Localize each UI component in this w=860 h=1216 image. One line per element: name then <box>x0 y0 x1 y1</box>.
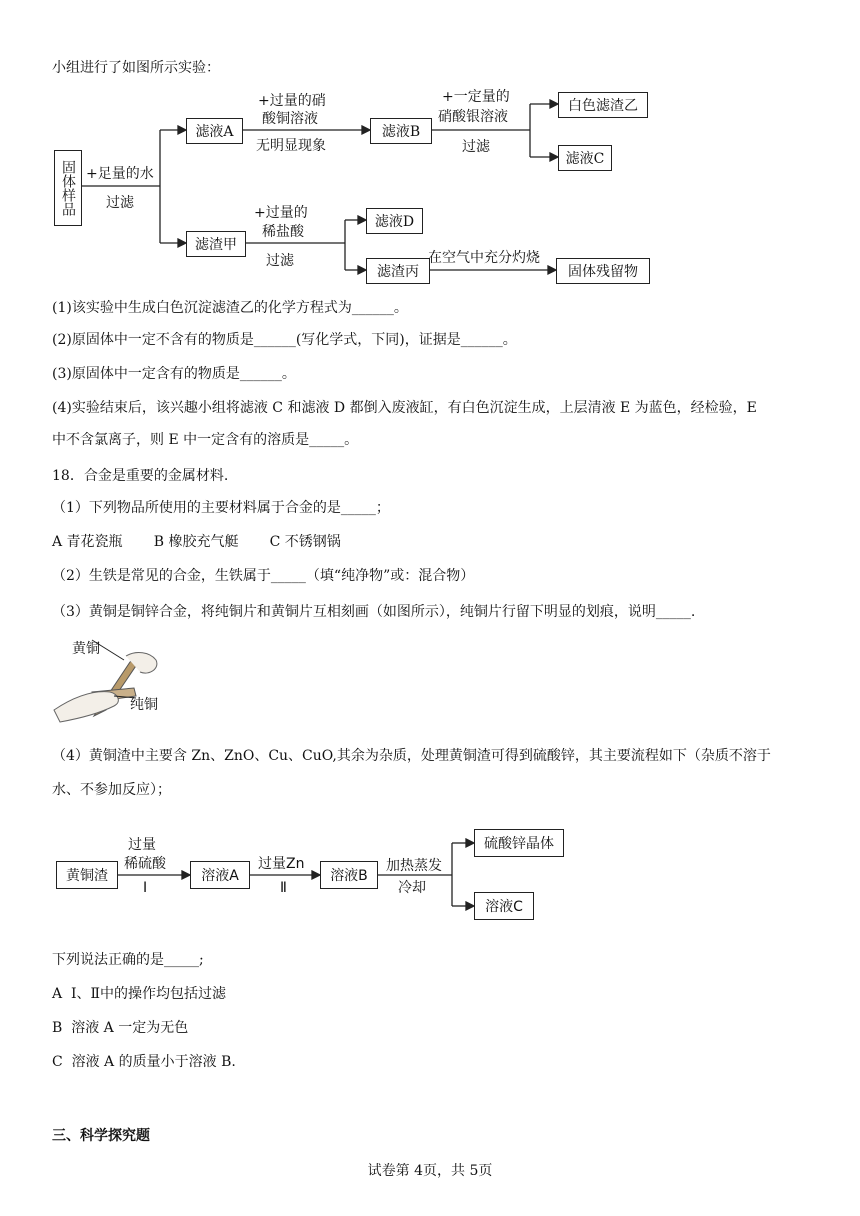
q18-title: 18．合金是重要的金属材料. <box>52 468 229 484</box>
flow-solution-a-box: 溶液A <box>190 861 250 889</box>
intro-text: 小组进行了如图所示实验： <box>52 60 220 76</box>
q18-part2: （2）生铁是常见的合金，生铁属于_____（填“纯净物”或：混合物） <box>52 568 475 584</box>
white-residue-box: 白色滤渣乙 <box>558 92 648 118</box>
filter2-label: 过滤 <box>462 139 490 155</box>
q17-part2: (2)原固体中一定不含有的物质是______(写化学式，下同)，证据是______。 <box>52 332 517 348</box>
filter1-label: 过滤 <box>106 195 134 211</box>
burn-label: 在空气中充分灼烧 <box>428 250 540 266</box>
reagent3-line1: +过量的 <box>254 205 308 221</box>
reagent1-line1: +过量的硝 <box>258 93 326 109</box>
q17-part4-line2: 中不含氯离子，则 E 中一定含有的溶质是_____。 <box>52 432 359 448</box>
solid-residue-box: 固体残留物 <box>556 258 650 284</box>
q18-part4-line2: 水、不参加反应）； <box>52 782 171 798</box>
reagent3-line2: 稀盐酸 <box>262 224 304 240</box>
q18-option-a: A Ⅰ、Ⅱ中的操作均包括过滤 <box>52 986 227 1002</box>
flow-start-box: 黄铜渣 <box>56 861 118 889</box>
flow-step2-num: Ⅱ <box>280 880 287 896</box>
section-3-title: 三、科学探究题 <box>52 1128 150 1144</box>
q17-part4-line1: (4)实验结束后，该兴趣小组将滤液 C 和滤液 D 都倒入废液缸，有白色沉淀生成，上层清液 E 为蓝色，经检验，E <box>52 400 757 416</box>
q18-option-b: B 溶液 A 一定为无色 <box>52 1020 189 1036</box>
filtrate-a-box: 滤液A <box>186 118 243 144</box>
q18-part5: 下列说法正确的是_____; <box>52 952 204 968</box>
q18-part1: （1）下列物品所使用的主要材料属于合金的是_____； <box>52 500 390 516</box>
flow-step3-line2: 冷却 <box>398 880 426 896</box>
flow-step3-line1: 加热蒸发 <box>386 858 442 874</box>
flow-solution-c-box: 溶液C <box>474 892 534 920</box>
label-pure-copper: 纯铜 <box>130 697 158 713</box>
flow-step1-line2: 稀硫酸 <box>124 856 166 872</box>
q17-part3: (3)原固体中一定含有的物质是______。 <box>52 366 296 382</box>
filtrate-b-box: 滤液B <box>370 118 432 144</box>
flow-step1-line1: 过量 <box>128 837 156 853</box>
q18-option-c: C 溶液 A 的质量小于溶液 B. <box>52 1054 236 1070</box>
filtrate-c-box: 滤液C <box>558 145 612 171</box>
no-change-label: 无明显现象 <box>256 138 326 154</box>
flow-step1-num: Ⅰ <box>143 880 148 896</box>
filter3-label: 过滤 <box>266 253 294 269</box>
reagent2-line1: +一定量的 <box>442 89 510 105</box>
reagent2-line2: 硝酸银溶液 <box>438 109 508 125</box>
q18-options1: A 青花瓷瓶 B 橡胶充气艇 C 不锈钢锅 <box>52 534 341 550</box>
flow-solution-b-box: 溶液B <box>320 861 378 889</box>
residue-jia-box: 滤渣甲 <box>186 231 246 257</box>
label-brass: 黄铜 <box>72 641 100 657</box>
solid-sample-box: 固体样品 <box>54 150 82 226</box>
flow-step2-label: 过量Zn <box>258 856 305 872</box>
add-water-label: +足量的水 <box>86 166 154 182</box>
q18-part4-line1: （4）黄铜渣中主要含 Zn、ZnO、Cu、CuO,其余为杂质，处理黄铜渣可得到硫酸锌，其主要流程如下（杂质不溶于 <box>52 748 771 764</box>
flow-crystal-box: 硫酸锌晶体 <box>474 829 564 857</box>
page-footer: 试卷第 4页，共 5页 <box>367 1163 493 1179</box>
q17-part1: (1)该实验中生成白色沉淀滤渣乙的化学方程式为______。 <box>52 300 408 316</box>
reagent1-line2: 酸铜溶液 <box>262 111 318 127</box>
residue-bing-box: 滤渣丙 <box>366 258 430 284</box>
q18-part3: （3）黄铜是铜锌合金，将纯铜片和黄铜片互相刻画（如图所示），纯铜片行留下明显的划痕，说明_____. <box>52 604 696 620</box>
filtrate-d-box: 滤液D <box>366 208 423 234</box>
